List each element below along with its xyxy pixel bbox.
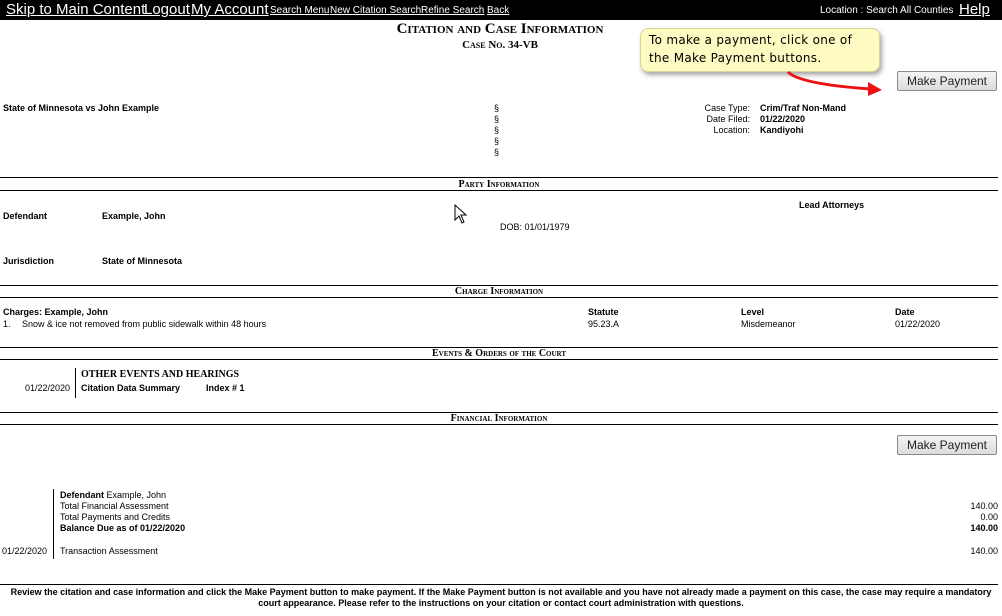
payment-tooltip-text: To make a payment, click one of the Make Payment buttons.	[649, 33, 853, 65]
case-type-value: Crim/Traf Non-Mand	[760, 103, 847, 113]
financial-defendant-name: Example, John	[106, 490, 167, 500]
total-assessment-value: 140.00	[970, 501, 998, 511]
jurisdiction-name: State of Minnesota	[102, 256, 183, 266]
charge-information-heading: Charge Information	[454, 286, 544, 297]
top-nav-bar	[0, 0, 1002, 20]
party-information-heading: Party Information	[458, 179, 540, 190]
date-filed-label: Date Filed:	[706, 114, 750, 124]
divider	[0, 177, 998, 178]
my-account-link[interactable]: My Account	[191, 1, 269, 18]
event-index: Index # 1	[206, 383, 245, 393]
defendant-dob: DOB: 01/01/1979	[500, 222, 570, 232]
charge-row-number: 1.	[3, 319, 11, 329]
mouse-cursor-icon	[454, 204, 468, 224]
financial-divider	[53, 489, 54, 559]
financial-defendant-label: Defendant	[60, 490, 105, 500]
events-orders-heading: Events & Orders of the Court	[431, 348, 567, 359]
lead-attorneys-label: Lead Attorneys	[799, 200, 865, 210]
charge-level: Misdemeanor	[741, 319, 796, 329]
event-description: Citation Data Summary	[81, 383, 181, 393]
logout-link[interactable]: Logout	[144, 1, 190, 18]
footer-note: Review the citation and case information and click the Make Payment button to make payment. If the Make Payment button is not available and you have not already made a payment on this case, the case may require a mandatory court appearance. Please refer to the instructions on your citation or contact court administration with questions.	[10, 587, 992, 608]
events-divider	[75, 368, 76, 398]
divider	[0, 297, 998, 298]
help-link[interactable]: Help	[959, 1, 990, 18]
make-payment-button-bottom[interactable]: Make Payment	[897, 435, 997, 455]
date-filed-value: 01/22/2020	[760, 114, 806, 124]
transaction-label: Transaction Assessment	[60, 546, 158, 556]
divider	[0, 424, 998, 425]
defendant-role: Defendant	[3, 211, 48, 221]
financial-defendant	[60, 490, 166, 500]
case-style: State of Minnesota vs John Example	[3, 103, 160, 113]
balance-due-label: Balance Due as of 01/22/2020	[60, 523, 186, 533]
payment-tooltip	[640, 28, 880, 72]
level-column-header: Level	[741, 307, 765, 317]
total-payments-label: Total Payments and Credits	[60, 512, 171, 522]
divider	[0, 359, 998, 360]
case-number: Case No. 34-VB	[462, 39, 538, 51]
page-title: Citation and Case Information	[396, 21, 604, 37]
refine-search-link[interactable]: Refine Search	[421, 5, 485, 16]
charges-label: Charges: Example, John	[3, 307, 109, 317]
balance-due-value: 140.00	[970, 523, 998, 533]
other-events-heading: OTHER EVENTS AND HEARINGS	[81, 369, 240, 380]
location-label: Location:	[713, 125, 750, 135]
statute-column-header: Statute	[588, 307, 619, 317]
financial-information-heading: Financial Information	[450, 413, 548, 424]
event-date: 01/22/2020	[25, 383, 71, 393]
total-assessment-label: Total Financial Assessment	[60, 501, 169, 511]
jurisdiction-role: Jurisdiction	[3, 256, 55, 266]
divider	[0, 584, 998, 585]
divider	[0, 190, 998, 191]
new-citation-search-link[interactable]: New Citation Search	[330, 5, 422, 16]
transaction-date: 01/22/2020	[2, 546, 48, 556]
search-menu-link[interactable]: Search Menu	[270, 5, 330, 16]
make-payment-button-top[interactable]: Make Payment	[897, 71, 997, 91]
charge-date: 01/22/2020	[895, 319, 941, 329]
back-link[interactable]: Back	[487, 5, 510, 16]
skip-to-main-content-link[interactable]: Skip to Main Content	[6, 1, 146, 18]
total-payments-value: 0.00	[980, 512, 998, 522]
section-marks: § § § § §	[494, 103, 500, 157]
case-info-labels	[650, 103, 750, 136]
charge-statute: 95.23.A	[588, 319, 620, 329]
tooltip-arrow-icon	[780, 68, 900, 98]
case-type-label: Case Type:	[704, 103, 750, 113]
transaction-value: 140.00	[970, 546, 998, 556]
case-info-values	[760, 103, 960, 136]
charge-description: Snow & ice not removed from public sidewalk within 48 hours	[22, 319, 267, 329]
defendant-name: Example, John	[102, 211, 166, 221]
location-value: Kandiyohi	[760, 125, 804, 135]
location-text: Location : Search All Counties	[820, 5, 954, 16]
date-column-header: Date	[895, 307, 915, 317]
